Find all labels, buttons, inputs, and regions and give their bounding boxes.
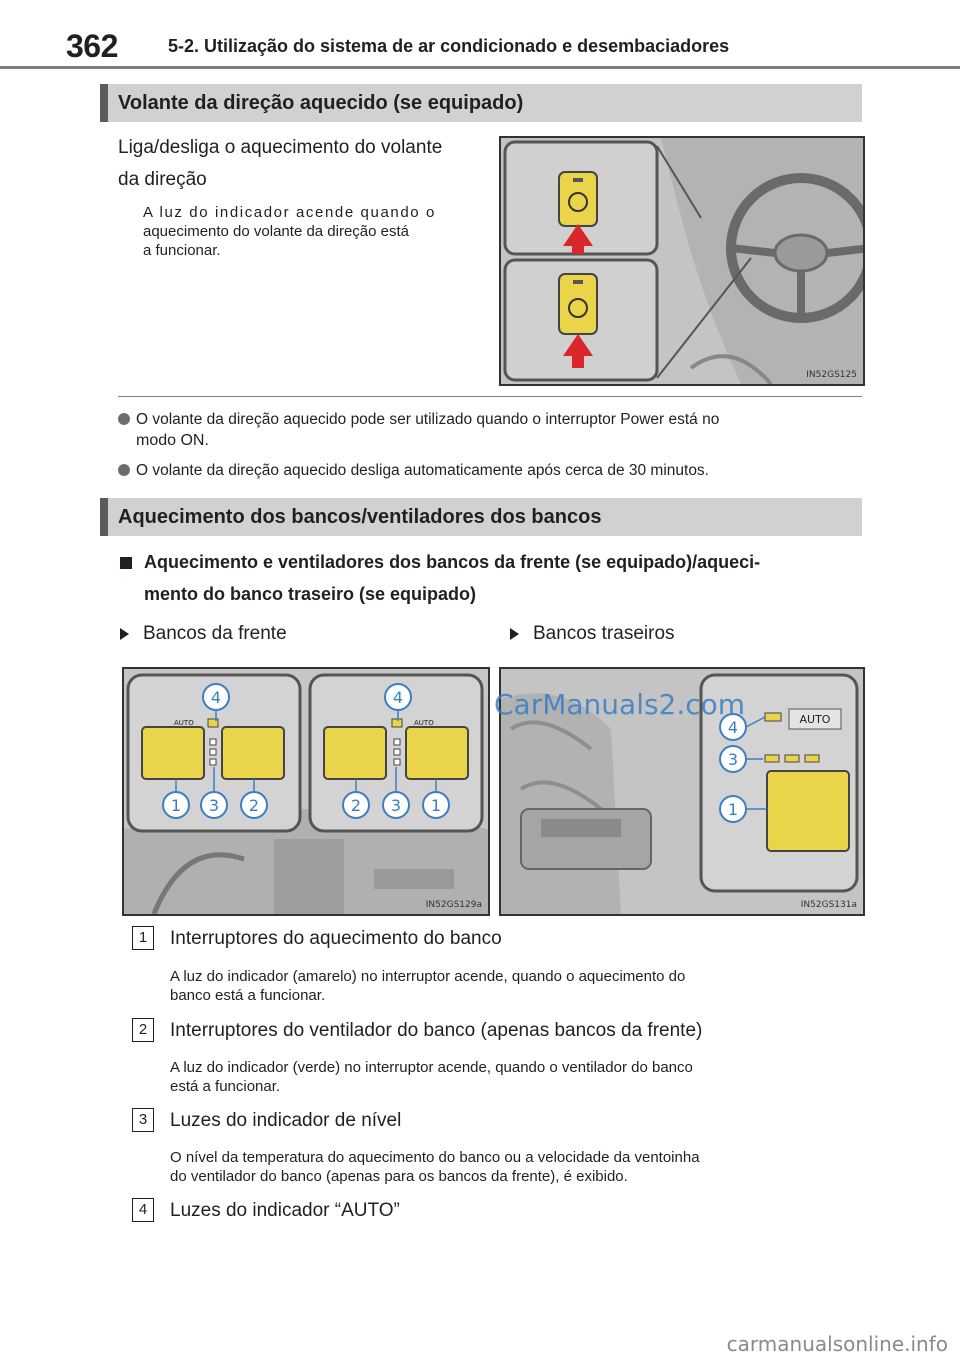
front-seats-figure	[122, 667, 490, 916]
item-number-box: 2	[132, 1018, 154, 1042]
bullet-item	[118, 409, 863, 451]
desc-line: está a funcionar.	[170, 1078, 281, 1095]
item-title: Luzes do indicador de nível	[170, 1110, 402, 1131]
running-title: 5-2. Utilização do sistema de ar condicionado e desembaciadores	[168, 36, 730, 56]
desc-line: O nível da temperatura do aquecimento do banco ou a velocidade da ventoinha	[170, 1149, 700, 1166]
intro-line: Liga/desliga o aquecimento do volante	[118, 137, 443, 158]
bullet-line: O volante da direção aquecido pode ser utilizado quando o interruptor Power está no	[136, 411, 720, 428]
figure-code: IN52GS129a	[425, 900, 482, 910]
callout-number: 4	[392, 688, 404, 707]
steering-heater-figure	[499, 136, 865, 386]
item-title: Luzes do indicador “AUTO”	[170, 1200, 400, 1221]
item-title: Interruptores do ventilador do banco (apenas bancos da frente)	[170, 1020, 703, 1041]
callout-number: 2	[350, 796, 362, 815]
page-number: 362	[66, 28, 118, 64]
item-title: Interruptores do aquecimento do banco	[170, 928, 502, 949]
figure-code: IN52GS125	[806, 370, 857, 380]
steering-heater-illustration	[501, 138, 863, 384]
intro-line: da direção	[118, 169, 207, 190]
divider	[118, 396, 862, 397]
auto-text: AUTO	[799, 713, 831, 726]
indicator-note	[143, 203, 483, 260]
section-heading-seats	[100, 498, 862, 536]
callout-number: 3	[208, 796, 220, 815]
section-heading-bar	[100, 84, 108, 122]
desc-line: A luz do indicador (verde) no interruptor acende, quando o ventilador do banco	[170, 1059, 693, 1076]
intro-text	[118, 132, 488, 196]
note-line: a funcionar.	[143, 242, 221, 259]
auto-text: AUTO	[174, 719, 194, 727]
callout-number: 1	[430, 796, 442, 815]
desc-line: A luz do indicador (amarelo) no interruptor acende, quando o aquecimento do	[170, 968, 686, 985]
section-heading-bar	[100, 498, 108, 536]
desc-line: do ventilador do banco (apenas para os bancos da frente), é exibido.	[170, 1168, 628, 1185]
figure-code: IN52GS131a	[800, 900, 857, 910]
triangle-marker	[120, 628, 129, 640]
item-description	[170, 1148, 860, 1186]
callout-number: 4	[727, 718, 739, 737]
watermark-logo: CarManuals2.com	[494, 688, 746, 721]
callout-number: 4	[210, 688, 222, 707]
section-heading-steering	[100, 84, 862, 122]
subhead-line: mento do banco traseiro (se equipado)	[144, 584, 477, 604]
desc-line: banco está a funcionar.	[170, 987, 326, 1004]
triangle-marker	[510, 628, 519, 640]
item-number-box: 4	[132, 1198, 154, 1222]
front-seats-illustration	[124, 669, 488, 914]
bullet-line: O volante da direção aquecido desliga automaticamente após cerca de 30 minutos.	[136, 462, 709, 479]
subhead-square-marker	[120, 557, 132, 569]
bullet-dot	[118, 413, 130, 425]
bullet-dot	[118, 464, 130, 476]
rear-seats-label: Bancos traseiros	[533, 623, 675, 644]
callout-number: 2	[248, 796, 260, 815]
subheading	[144, 546, 864, 610]
callout-number: 1	[727, 800, 739, 819]
callout-number: 1	[170, 796, 182, 815]
item-description	[170, 967, 860, 1005]
footer-watermark: carmanualsonline.info	[726, 1332, 948, 1356]
section-heading-text: Aquecimento dos bancos/ventiladores dos bancos	[118, 506, 602, 528]
header-rule	[0, 66, 960, 69]
note-line: A luz do indicador acende quando o	[143, 204, 436, 221]
auto-text: AUTO	[414, 719, 434, 727]
item-number-box: 1	[132, 926, 154, 950]
section-heading-text: Volante da direção aquecido (se equipado)	[118, 92, 524, 114]
item-description	[170, 1058, 860, 1096]
front-seats-label: Bancos da frente	[143, 623, 287, 644]
bullet-line: modo ON.	[136, 432, 209, 449]
subhead-line: Aquecimento e ventiladores dos bancos da frente (se equipado)/aqueci-	[144, 552, 761, 572]
bullet-item	[118, 460, 863, 481]
callout-number: 3	[727, 750, 739, 769]
callout-number: 3	[390, 796, 402, 815]
note-line: aquecimento do volante da direção está	[143, 223, 410, 240]
item-number-box: 3	[132, 1108, 154, 1132]
